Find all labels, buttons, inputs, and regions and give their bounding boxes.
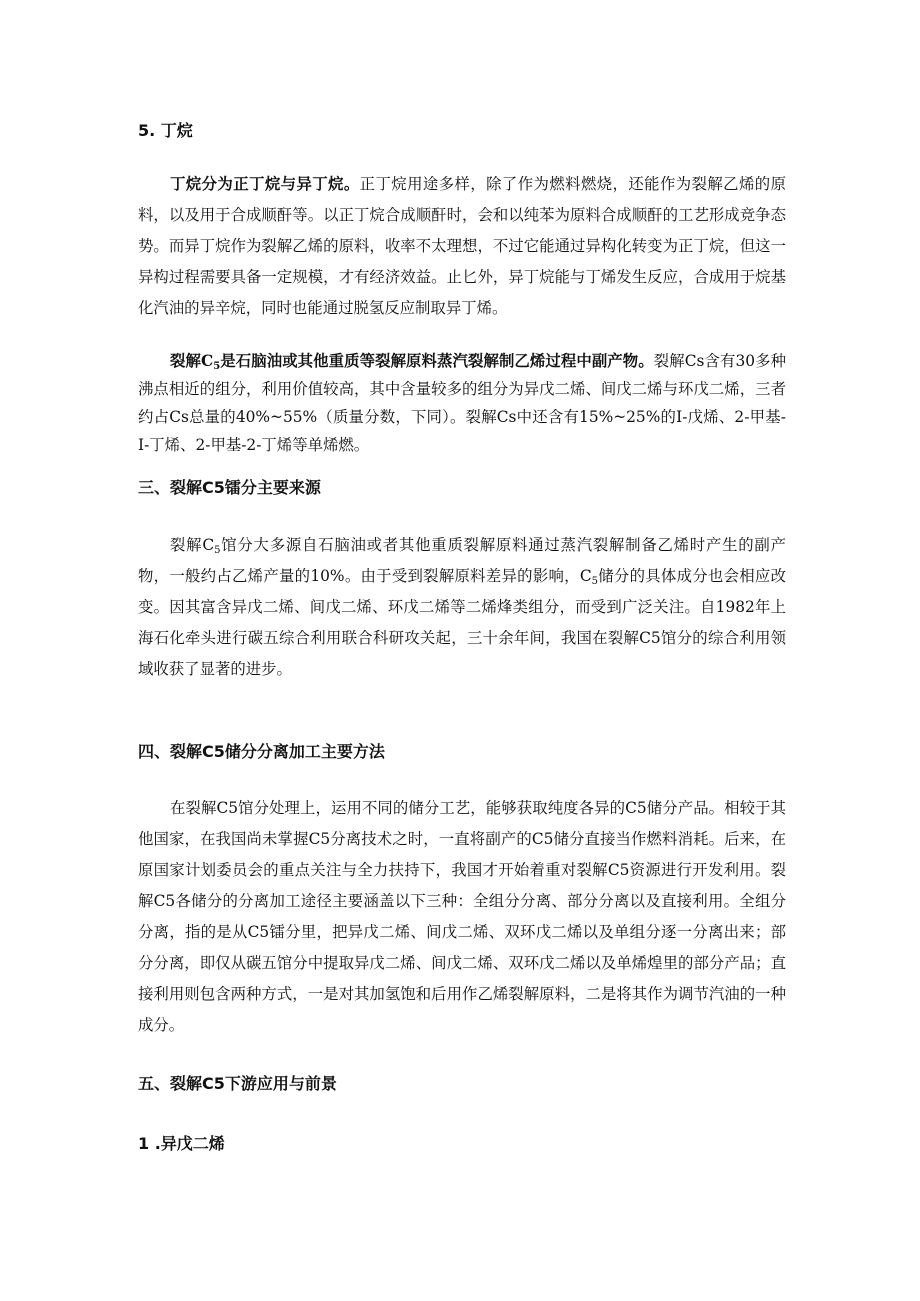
lead-text: 裂解C [170, 352, 214, 370]
section-heading-isoprene: 1 .异戊二烯 [138, 1134, 225, 1153]
paragraph-c5-separation: 在裂解C5馆分处理上，运用不同的储分工艺，能够获取纯度各异的C5储分产品。相较于其他国家，在我国尚未掌握C5分离技术之时，一直将副产的C5储分直接当作燃料消耗。后来，在原国家计划委员会的重点关注与全力扶持下，我国才开始着重对裂解C5资源进行开发利用。裂解C5各储分的分离加工途径主要涵盖以下三种：全组分分离、部分分离以及直接利用。全组分分离，指的是从C5镭分里，把异戊二烯、间戊二烯、双环戊二烯以及单组分逐一分离出来；部分分离，即仅从碳五馆分中提取异戊二烯、间戊二烯、双环戊二烯以及单烯煌里的部分产品；直接利用则包含两种方式，一是对其加氢饱和后用作乙烯裂解原料，二是将其作为调节汽油的一种成分。 [138, 799, 786, 1034]
subscript: 5 [214, 545, 221, 556]
section-heading-butane: 5. 丁烷 [138, 121, 193, 140]
paragraph-body: 正丁烷用途多样，除了作为燃料燃烧，还能作为裂解乙烯的原料，以及用于合成顺酐等。以正丁烷合成顺酐时，会和以纯苯为原料合成顺酐的工艺形成竞争态势。而异丁烷作为裂解乙烯的原料，收率不太理想，不过它能通过异构化转变为正丁烷，但这一异构过程需要具备一定规模，才有经济效益。止匕外，异丁烷能与丁烯发生反应，合成用于烷基化汽油的异辛烷，同时也能通过脱氢反应制取异丁烯。 [138, 175, 786, 317]
subscript: 5 [591, 576, 598, 587]
paragraph-c5-sources [138, 530, 786, 685]
section-heading-c5-separation: 四、裂解C5储分分离加工主要方法 [138, 742, 385, 761]
paragraph-lead: 丁烷分为正丁烷与异丁烷。 [170, 175, 360, 193]
paragraph-text: 馆分大多源自石脑油或者其他重质裂解原料通过蒸汽裂解制备乙烯时产生的副产物，一般约占乙烯产量的10%。由于受到裂解原料差异的影响，C [138, 536, 786, 585]
paragraph-text: 储分的具体成分也会相应改变。因其富含异戊二烯、间戊二烯、环戊二烯等二烯烽类组分，而受到广泛关注。自1982年上海石化牵头进行碳五综合利用联合科研攻关起，三十余年间，我国在裂解C5馆分的综合利用领域收获了显著的进步。 [138, 567, 786, 678]
paragraph-body: 裂解Cs含有30多种沸点相近的组分，利用价值较高，其中含量较多的组分为异戊二烯、间戊二烯与环戊二烯，三者约占Cs总量的40%~55%（质量分数，下同）。裂解Cs中还含有15%~25%的I-戊烯、2-甲基-I-丁烯、2-甲基-2-丁烯等单烯燃。 [138, 352, 786, 454]
paragraph-c5-cracking [138, 347, 786, 459]
subscript: 5 [213, 361, 221, 372]
paragraph-lead [170, 352, 654, 370]
paragraph-text: 裂解C [170, 536, 215, 554]
section-heading-c5-downstream: 五、裂解C5下游应用与前景 [138, 1074, 337, 1093]
section-heading-c5-sources: 三、裂解C5镭分主要来源 [138, 478, 321, 497]
lead-text: 是石脑油或其他重质等裂解原料蒸汽裂解制乙烯过程中副产物。 [220, 352, 654, 370]
paragraph-butane [138, 169, 786, 324]
